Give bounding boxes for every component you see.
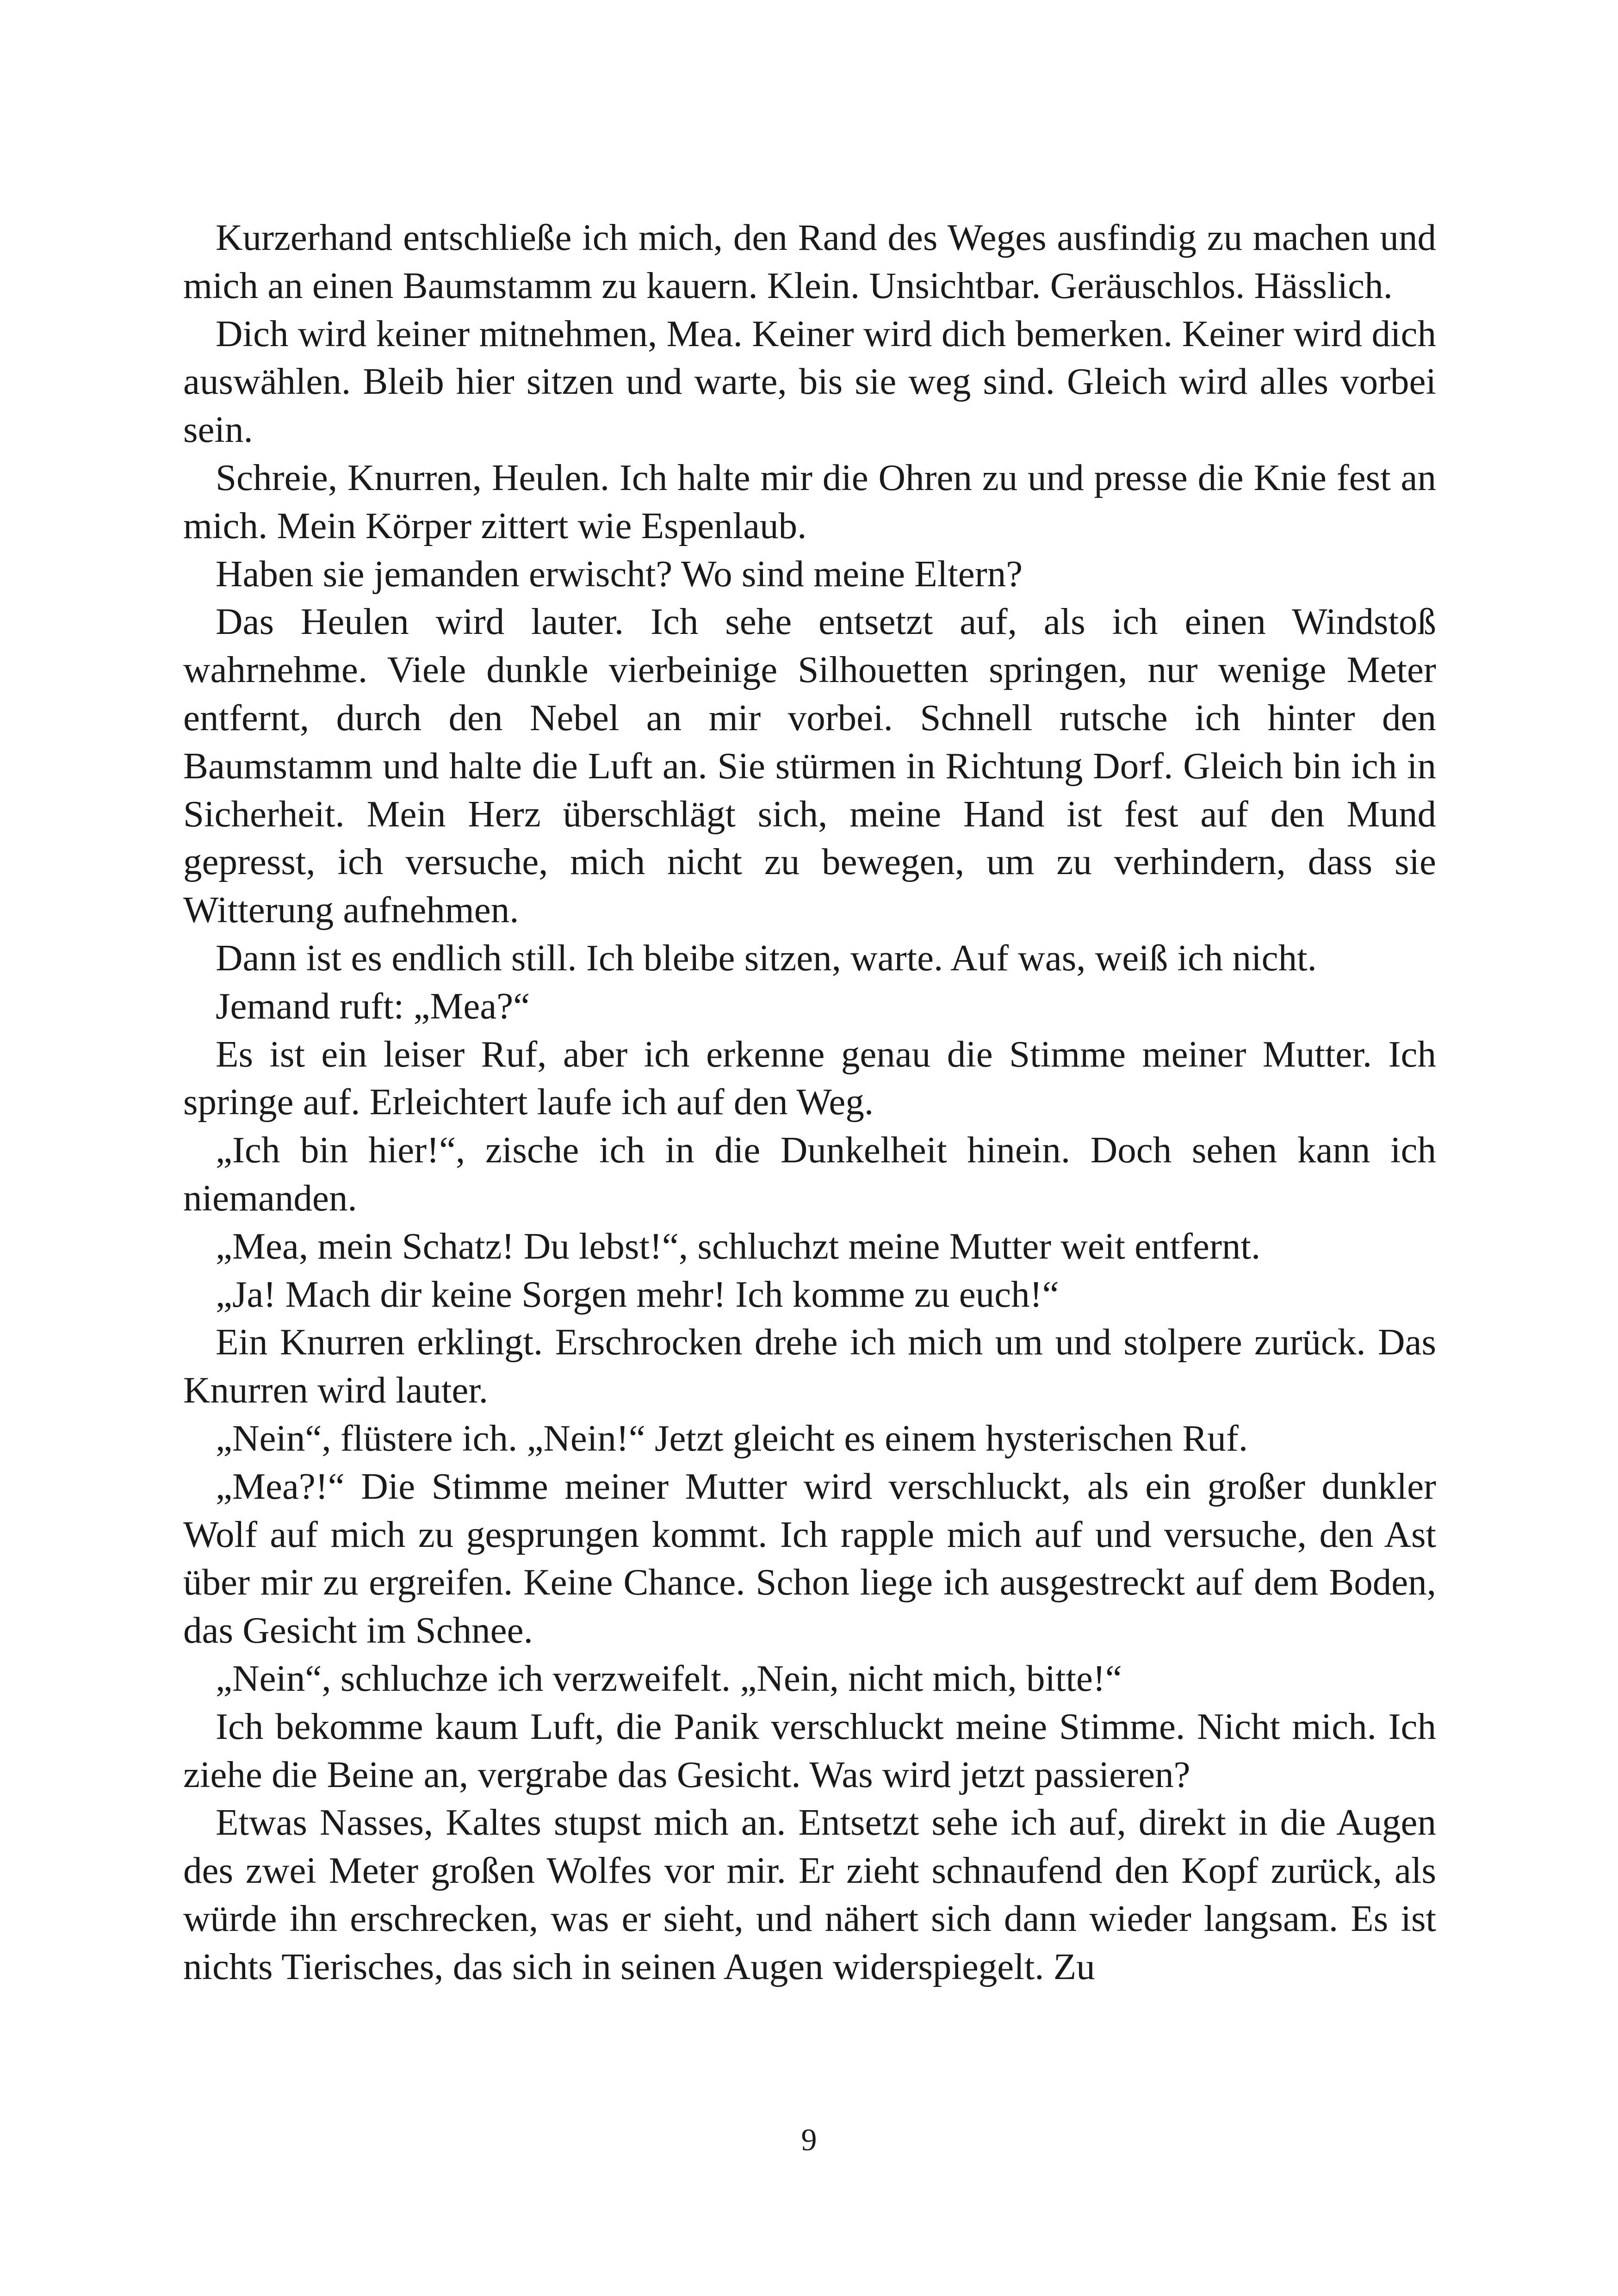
paragraph: Das Heulen wird lauter. Ich sehe entsetzt auf, als ich einen Windstoß wahrnehme. Viele dunkle vierbeinige Silhouetten springen, nur wenige Meter entfernt, durch den Nebel an mir vorbei. Schnell rutsche ich hinter den Baumstamm und halte die Luft an. Sie stürmen in Richtung Dorf. Gleich bin ich in Sicherheit. Mein Herz überschlägt sich, meine Hand ist fest auf den Mund gepresst, ich versuche, mich nicht zu bewegen, um zu verhindern, dass sie Witterung aufnehmen. bbox=[183, 601, 1436, 931]
paragraph: „Ich bin hier!“, zische ich in die Dunkelheit hinein. Doch sehen kann ich niemanden. bbox=[183, 1129, 1436, 1219]
paragraph: „Nein“, schluchze ich verzweifelt. „Nein, nicht mich, bitte!“ bbox=[216, 1657, 1122, 1699]
paragraph: „Nein“, flüstere ich. „Nein!“ Jetzt gleicht es einem hysterischen Ruf. bbox=[216, 1417, 1248, 1459]
paragraph: Jemand ruft: „Mea?“ bbox=[216, 985, 530, 1027]
paragraph: „Ja! Mach dir keine Sorgen mehr! Ich komme zu euch!“ bbox=[216, 1273, 1059, 1315]
paragraph: „Mea?!“ Die Stimme meiner Mutter wird verschluckt, als ein großer dunkler Wolf auf mich zu gesprungen kommt. Ich rapple mich auf und versuche, den Ast über mir zu ergreifen. Keine Chance. Schon liege ich ausgestreckt auf dem Boden, das Gesicht im Schnee. bbox=[183, 1465, 1436, 1651]
paragraph: Ein Knurren erklingt. Erschrocken drehe ich mich um und stolpere zurück. Das Knurren wird lauter. bbox=[183, 1321, 1436, 1411]
paragraph: „Mea, mein Schatz! Du lebst!“, schluchzt meine Mutter weit entfernt. bbox=[216, 1225, 1261, 1267]
paragraph: Dann ist es endlich still. Ich bleibe sitzen, warte. Auf was, weiß ich nicht. bbox=[216, 937, 1317, 979]
page-number: 9 bbox=[801, 2122, 817, 2157]
paragraph: Etwas Nasses, Kaltes stupst mich an. Entsetzt sehe ich auf, direkt in die Augen des zwei Meter großen Wolfes vor mir. Er zieht schnaufend den Kopf zurück, als würde ihn erschrecken, was er sieht, und nähert sich dann wieder langsam. Es ist nichts Tierisches, das sich in seinen Augen widerspiegelt. Zu bbox=[183, 1801, 1436, 1987]
paragraph: Es ist ein leiser Ruf, aber ich erkenne genau die Stimme meiner Mutter. Ich springe auf. Erleichtert laufe ich auf den Weg. bbox=[183, 1033, 1436, 1123]
body-text bbox=[183, 214, 1436, 1991]
paragraph: Kurzerhand entschließe ich mich, den Rand des Weges ausfindig zu machen und mich an einen Baumstamm zu kauern. Klein. Unsichtbar. Geräuschlos. Hässlich. bbox=[183, 217, 1436, 306]
paragraph: Schreie, Knurren, Heulen. Ich halte mir die Ohren zu und presse die Knie fest an mich. Mein Körper zittert wie Espenlaub. bbox=[183, 456, 1436, 546]
paragraph: Haben sie jemanden erwischt? Wo sind meine Eltern? bbox=[216, 552, 1023, 595]
paragraph: Ich bekomme kaum Luft, die Panik verschluckt meine Stimme. Nicht mich. Ich ziehe die Beine an, vergrabe das Gesicht. Was wird jetzt passieren? bbox=[183, 1705, 1436, 1795]
paragraph: Dich wird keiner mitnehmen, Mea. Keiner wird dich bemerken. Keiner wird dich auswählen. Bleib hier sitzen und warte, bis sie weg sind. Gleich wird alles vorbei sein. bbox=[183, 312, 1436, 451]
